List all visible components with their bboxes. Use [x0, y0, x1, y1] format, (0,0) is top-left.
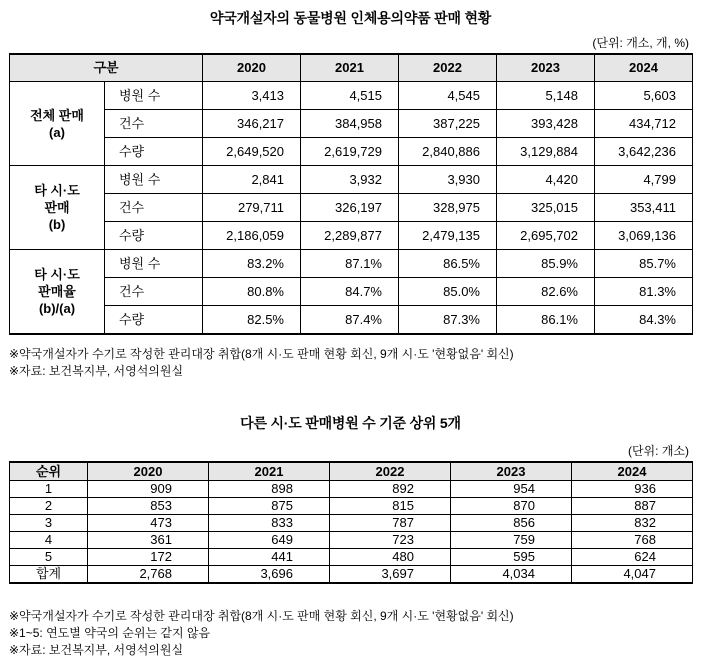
group-label-line: 타 시·도: [34, 183, 80, 198]
value-cell: 759: [451, 532, 572, 549]
value-cell: 81.3%: [595, 278, 693, 306]
header-year: 2024: [595, 54, 693, 82]
value-cell: 279,711: [203, 194, 301, 222]
value-cell: 85.0%: [399, 278, 497, 306]
value-cell: 87.4%: [301, 306, 399, 335]
table-row: [10, 566, 693, 584]
value-cell: 936: [572, 481, 693, 498]
value-cell: 87.3%: [399, 306, 497, 335]
value-cell: 361: [88, 532, 209, 549]
table-row: [10, 498, 693, 515]
table2-header-row: [10, 462, 693, 481]
value-cell: 723: [330, 532, 451, 549]
table-row: [10, 306, 693, 335]
value-cell: 85.7%: [595, 250, 693, 278]
value-cell: 4,034: [451, 566, 572, 584]
value-cell: 480: [330, 549, 451, 566]
rank-cell: 5: [10, 549, 88, 566]
value-cell: 909: [88, 481, 209, 498]
sales-status-table: [9, 53, 693, 335]
value-cell: 80.8%: [203, 278, 301, 306]
value-cell: 2,768: [88, 566, 209, 584]
table2-unit: (단위: 개소): [627, 444, 689, 458]
table2-note: ※약국개설자가 수기로 작성한 관리대장 취합(8개 시·도 판매 현황 회신, 9개 시·도 '현황없음' 회신): [9, 609, 514, 623]
value-cell: 441: [209, 549, 330, 566]
value-cell: 2,840,886: [399, 138, 497, 166]
group-label-line: 판매율: [38, 284, 76, 299]
value-cell: 595: [451, 549, 572, 566]
rank-cell: 3: [10, 515, 88, 532]
group-label-line: 전체 판매: [30, 107, 84, 123]
value-cell: 5,148: [497, 82, 595, 110]
header-year: 2021: [209, 462, 330, 481]
table1-header-row: [10, 54, 693, 82]
header-year: 2023: [451, 462, 572, 481]
group-label-line: (a): [49, 124, 65, 140]
value-cell: 326,197: [301, 194, 399, 222]
table1-note: ※약국개설자가 수기로 작성한 관리대장 취합(8개 시·도 판매 현황 회신, 9개 시·도 '현황없음' 회신): [9, 347, 514, 361]
row-label: 수량: [105, 306, 203, 335]
value-cell: 856: [451, 515, 572, 532]
rank-cell: 4: [10, 532, 88, 549]
value-cell: 624: [572, 549, 693, 566]
value-cell: 2,695,702: [497, 222, 595, 250]
value-cell: 768: [572, 532, 693, 549]
table1-unit: (단위: 개소, 개, %): [592, 36, 689, 50]
table-row: [10, 532, 693, 549]
value-cell: 3,642,236: [595, 138, 693, 166]
row-label: 건수: [105, 278, 203, 306]
group-label: [10, 82, 105, 166]
value-cell: 3,129,884: [497, 138, 595, 166]
value-cell: 4,047: [572, 566, 693, 584]
value-cell: 3,069,136: [595, 222, 693, 250]
group-label-line: (b): [48, 217, 66, 232]
group-label-line: 판매: [44, 200, 70, 215]
table-row: [10, 481, 693, 498]
table-row: [10, 166, 693, 194]
row-label: 병원 수: [105, 250, 203, 278]
value-cell: 328,975: [399, 194, 497, 222]
value-cell: 87.1%: [301, 250, 399, 278]
value-cell: 815: [330, 498, 451, 515]
header-year: 2020: [203, 54, 301, 82]
table-row: [10, 278, 693, 306]
table-row: [10, 194, 693, 222]
value-cell: 84.3%: [595, 306, 693, 335]
value-cell: 2,649,520: [203, 138, 301, 166]
value-cell: 86.5%: [399, 250, 497, 278]
row-label: 병원 수: [105, 82, 203, 110]
row-label: 수량: [105, 138, 203, 166]
header-year: 2022: [330, 462, 451, 481]
value-cell: 473: [88, 515, 209, 532]
group-label: [10, 166, 105, 250]
value-cell: 2,186,059: [203, 222, 301, 250]
header-year: 2023: [497, 54, 595, 82]
value-cell: 3,697: [330, 566, 451, 584]
value-cell: 5,603: [595, 82, 693, 110]
table-row: [10, 515, 693, 532]
top5-table: [9, 461, 693, 584]
table-row: [10, 82, 693, 110]
header-year: 2021: [301, 54, 399, 82]
value-cell: 4,799: [595, 166, 693, 194]
value-cell: 787: [330, 515, 451, 532]
value-cell: 4,515: [301, 82, 399, 110]
table2-note-rank: ※1~5: 연도별 약국의 순위는 같지 않음: [9, 626, 211, 640]
table-row: [10, 138, 693, 166]
value-cell: 325,015: [497, 194, 595, 222]
value-cell: 3,696: [209, 566, 330, 584]
table-row: [10, 250, 693, 278]
value-cell: 85.9%: [497, 250, 595, 278]
value-cell: 2,619,729: [301, 138, 399, 166]
group-label: [10, 250, 105, 335]
value-cell: 84.7%: [301, 278, 399, 306]
table1-title: 약국개설자의 동물병원 인체용의약품 판매 현황: [209, 10, 492, 26]
rank-cell: 합계: [10, 566, 88, 584]
value-cell: 82.5%: [203, 306, 301, 335]
value-cell: 2,289,877: [301, 222, 399, 250]
row-label: 건수: [105, 110, 203, 138]
value-cell: 3,932: [301, 166, 399, 194]
value-cell: 393,428: [497, 110, 595, 138]
table-row: [10, 110, 693, 138]
value-cell: 387,225: [399, 110, 497, 138]
value-cell: 954: [451, 481, 572, 498]
value-cell: 384,958: [301, 110, 399, 138]
value-cell: 892: [330, 481, 451, 498]
table-row: [10, 222, 693, 250]
header-year: 2022: [399, 54, 497, 82]
value-cell: 4,420: [497, 166, 595, 194]
value-cell: 833: [209, 515, 330, 532]
value-cell: 898: [209, 481, 330, 498]
header-category: 구분: [10, 54, 203, 82]
value-cell: 853: [88, 498, 209, 515]
row-label: 건수: [105, 194, 203, 222]
rank-cell: 2: [10, 498, 88, 515]
value-cell: 2,841: [203, 166, 301, 194]
value-cell: 875: [209, 498, 330, 515]
value-cell: 649: [209, 532, 330, 549]
value-cell: 3,930: [399, 166, 497, 194]
value-cell: 82.6%: [497, 278, 595, 306]
value-cell: 346,217: [203, 110, 301, 138]
row-label: 수량: [105, 222, 203, 250]
value-cell: 2,479,135: [399, 222, 497, 250]
value-cell: 870: [451, 498, 572, 515]
group-label-line: 타 시·도: [34, 267, 80, 282]
value-cell: 86.1%: [497, 306, 595, 335]
value-cell: 172: [88, 549, 209, 566]
value-cell: 434,712: [595, 110, 693, 138]
table1-source: ※자료: 보건복지부, 서영석의원실: [9, 364, 184, 378]
group-label-line: (b)/(a): [38, 301, 76, 316]
header-year: 2020: [88, 462, 209, 481]
value-cell: 83.2%: [203, 250, 301, 278]
value-cell: 832: [572, 515, 693, 532]
value-cell: 353,411: [595, 194, 693, 222]
header-rank: 순위: [10, 462, 88, 481]
table-row: [10, 549, 693, 566]
row-label: 병원 수: [105, 166, 203, 194]
header-year: 2024: [572, 462, 693, 481]
value-cell: 4,545: [399, 82, 497, 110]
rank-cell: 1: [10, 481, 88, 498]
table2-source: ※자료: 보건복지부, 서영석의원실: [9, 643, 184, 657]
table2-title: 다른 시·도 판매병원 수 기준 상위 5개: [240, 415, 461, 431]
value-cell: 3,413: [203, 82, 301, 110]
value-cell: 887: [572, 498, 693, 515]
